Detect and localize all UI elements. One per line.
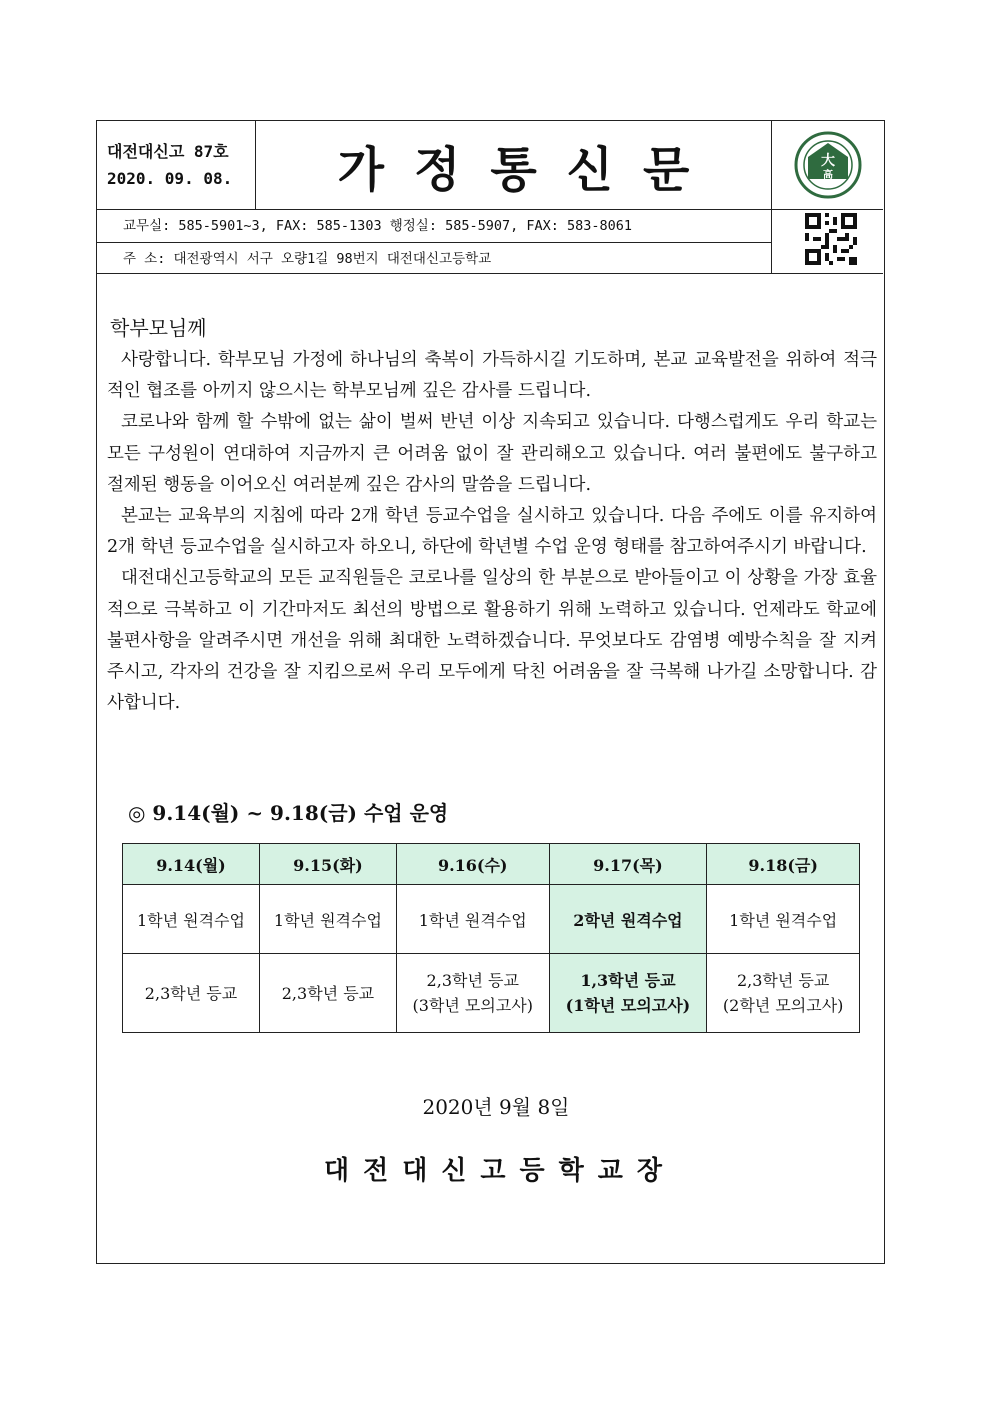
table-row	[123, 885, 860, 954]
paragraph: 대전대신고등학교의 모든 교직원들은 코로나를 일상의 한 부분으로 받아들이고 이 상황을 가장 효율적으로 극복하고 이 기간마저도 최선의 방법으로 활용하기 위해 노력하고 있습니다. 언제라도 학교에 불편사항을 알려주시면 개선을 위해 최대한 노력하겠습니다. 무엇보다도 감염병 예방수칙을 잘 지켜주시고, 각자의 건강을 잘 지킴으로써 우리 모두에게 닥친 어려움을 잘 극복해 나가길 소망합니다. 감사합니다.	[107, 568, 877, 714]
svg-text:大: 大	[821, 153, 835, 169]
qr-code-icon	[805, 213, 857, 269]
contact-info: 교무실: 585-5901~3, FAX: 585-1303 행정실: 585-5907, FAX: 583-8061	[97, 209, 772, 243]
issue-date-footer: 2020년 9월 8일	[422, 1095, 570, 1119]
attendance-cell: 2,3학년 등교 (3학년 모의고사)	[396, 954, 549, 1033]
attendance-cell: 1,3학년 등교 (1학년 모의고사)	[549, 954, 707, 1033]
attendance-cell: 2,3학년 등교	[259, 954, 396, 1033]
issue-info	[97, 121, 256, 209]
remote-class-cell: 1학년 원격수업	[707, 885, 860, 954]
greeting: 학부모님께	[110, 316, 207, 340]
svg-text:高: 高	[823, 170, 833, 181]
schedule-heading: ◎ 9.14(월) ~ 9.18(금) 수업 운영	[128, 801, 449, 825]
day-header: 9.17(목)	[549, 844, 707, 885]
issue-number: 대전대신고 87호	[107, 142, 229, 161]
table-header-row	[123, 844, 860, 885]
remote-class-cell: 2학년 원격수업	[549, 885, 707, 954]
attendance-cell: 2,3학년 등교	[123, 954, 260, 1033]
newsletter-header	[97, 121, 883, 273]
issue-date: 2020. 09. 08.	[107, 169, 233, 188]
school-logo	[772, 121, 883, 209]
day-header: 9.15(화)	[259, 844, 396, 885]
remote-class-cell: 1학년 원격수업	[259, 885, 396, 954]
attendance-cell: 2,3학년 등교 (2학년 모의고사)	[707, 954, 860, 1033]
paragraph: 사랑합니다. 학부모님 가정에 하나님의 축복이 가득하시길 기도하며, 본교 교육발전을 위하여 적극적인 협조를 아끼지 않으시는 학부모님께 깊은 감사를 드립니다.	[107, 350, 877, 402]
signer: 대전대신고등학교장	[323, 1156, 677, 1186]
schedule-table	[122, 843, 860, 1033]
remote-class-cell: 1학년 원격수업	[123, 885, 260, 954]
school-address: 주 소: 대전광역시 서구 오량1길 98번지 대전대신고등학교	[97, 243, 772, 273]
table-row	[123, 954, 860, 1033]
paragraph: 본교는 교육부의 지침에 따라 2개 학년 등교수업을 실시하고 있습니다. 다음 주에도 이를 유지하여 2개 학년 등교수업을 실시하고자 하오니, 하단에 학년별 수업 운영 형태를 참고하여주시기 바랍니다.	[107, 506, 877, 558]
school-emblem-icon	[794, 127, 862, 203]
day-header: 9.16(수)	[396, 844, 549, 885]
letter-body	[107, 345, 877, 719]
day-header: 9.18(금)	[707, 844, 860, 885]
day-header: 9.14(월)	[123, 844, 260, 885]
paragraph: 코로나와 함께 할 수밖에 없는 삶이 벌써 반년 이상 지속되고 있습니다. 다행스럽게도 우리 학교는 모든 구성원이 연대하여 지금까지 큰 어려움 없이 잘 관리해오고 있습니다. 여러 불편에도 불구하고 절제된 행동을 이어오신 여러분께 깊은 감사의 말씀을 드립니다.	[107, 412, 877, 495]
page-title: 가정통신문	[256, 121, 772, 209]
remote-class-cell: 1학년 원격수업	[396, 885, 549, 954]
